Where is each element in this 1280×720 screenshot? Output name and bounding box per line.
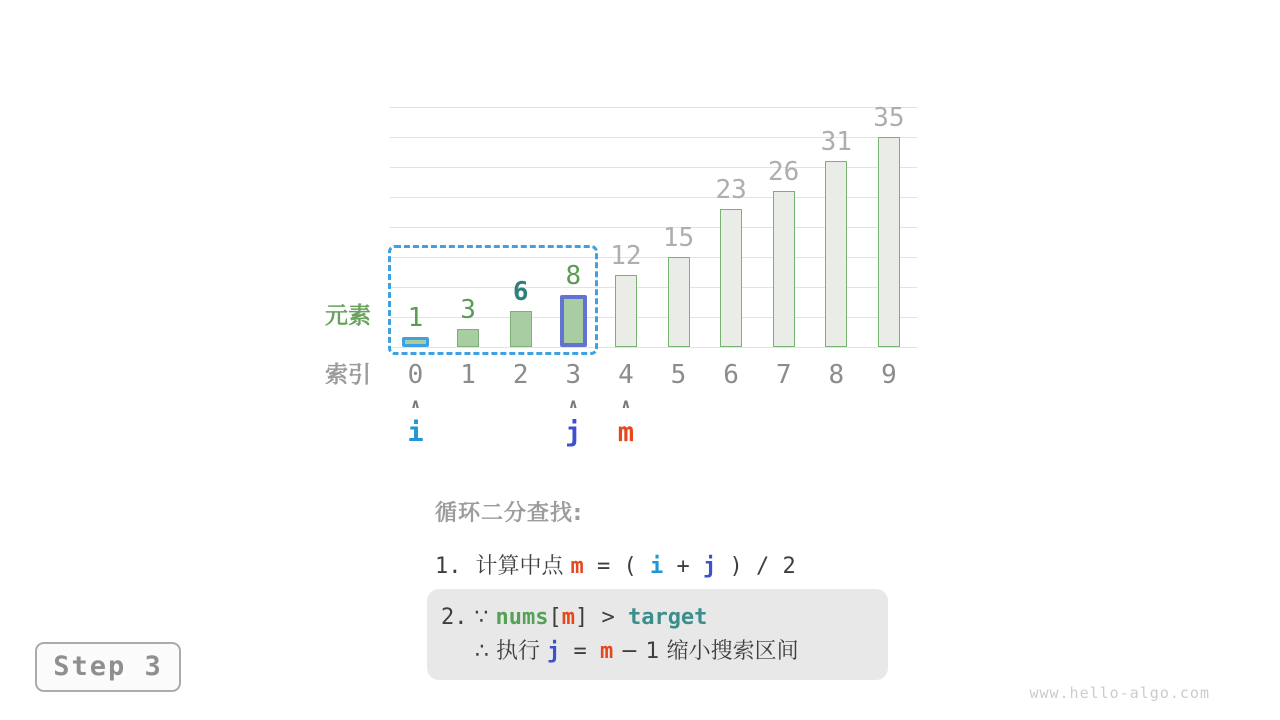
index-label: 8 [828,360,845,390]
bar-4 [615,275,637,347]
bar-value-label: 31 [820,127,852,157]
index-label: 9 [881,360,897,390]
pointer-j: j [565,417,582,448]
index-label: 5 [670,360,687,390]
bar-value-label: 3 [460,295,476,325]
pointer-caret-icon: ∧ [620,397,632,412]
description-title: 循环二分查找: [435,501,583,526]
bar-value-label: 8 [565,261,582,291]
step-1-formula-line [435,549,796,580]
text-segment: j [546,639,561,664]
index-label: 7 [775,360,792,390]
bar-value-label: 6 [512,277,529,307]
watermark: www.hello-algo.com [1029,684,1210,702]
text-segment: ) / 2 [716,554,796,579]
index-label: 6 [723,360,739,390]
step-2-condition-line [441,601,888,635]
gridline [390,107,917,108]
text-segment: m [599,639,614,664]
pointer-i: i [407,417,424,448]
step-badge-label: Step 3 [53,651,163,682]
text-segment: m [570,554,584,579]
bar-value-label: 26 [768,157,800,187]
bar-8 [825,161,847,347]
text-segment: 2. [441,605,468,630]
pointer-caret-icon: ∧ [568,397,579,412]
search-range-outline [388,245,598,355]
pointer-m: m [617,417,635,448]
bar-9 [878,137,900,347]
bar-value-label: 23 [715,175,747,205]
text-segment: ] > [574,605,628,630]
text-segment: ∴ 执行 [475,639,547,664]
index-label: 4 [618,360,634,390]
step-2-box [427,589,888,680]
text-segment: − 1 缩小搜索区间 [613,639,799,664]
text-segment: 1. [435,554,462,579]
index-label: 3 [565,360,582,390]
text-segment: i [649,554,664,579]
bar-value-label: 1 [407,303,424,333]
text-segment: 计算中点 [461,554,571,579]
text-segment: m [561,605,575,630]
index-label: 0 [407,360,424,390]
step-2-action-line [441,635,888,669]
bar-value-label: 35 [873,103,905,133]
bar-5 [668,257,690,347]
pointer-caret-icon: ∧ [410,397,421,412]
bar-6 [720,209,742,347]
text-segment: ∵ [467,605,496,630]
text-segment: + [663,554,703,579]
index-label: 2 [512,360,529,390]
bar-value-label: 12 [610,241,642,271]
bar-value-label: 15 [662,223,695,253]
index-label: 1 [460,360,476,390]
text-segment: [ [548,605,562,630]
bar-7 [773,191,795,347]
text-segment: j [702,554,717,579]
step-badge [35,642,181,692]
text-segment: target [627,605,708,630]
index-axis-label: 索引 [325,362,371,388]
text-segment: nums [495,605,549,630]
text-segment: = [560,639,600,664]
element-axis-label: 元素 [325,303,371,329]
text-segment: = ( [583,554,650,579]
